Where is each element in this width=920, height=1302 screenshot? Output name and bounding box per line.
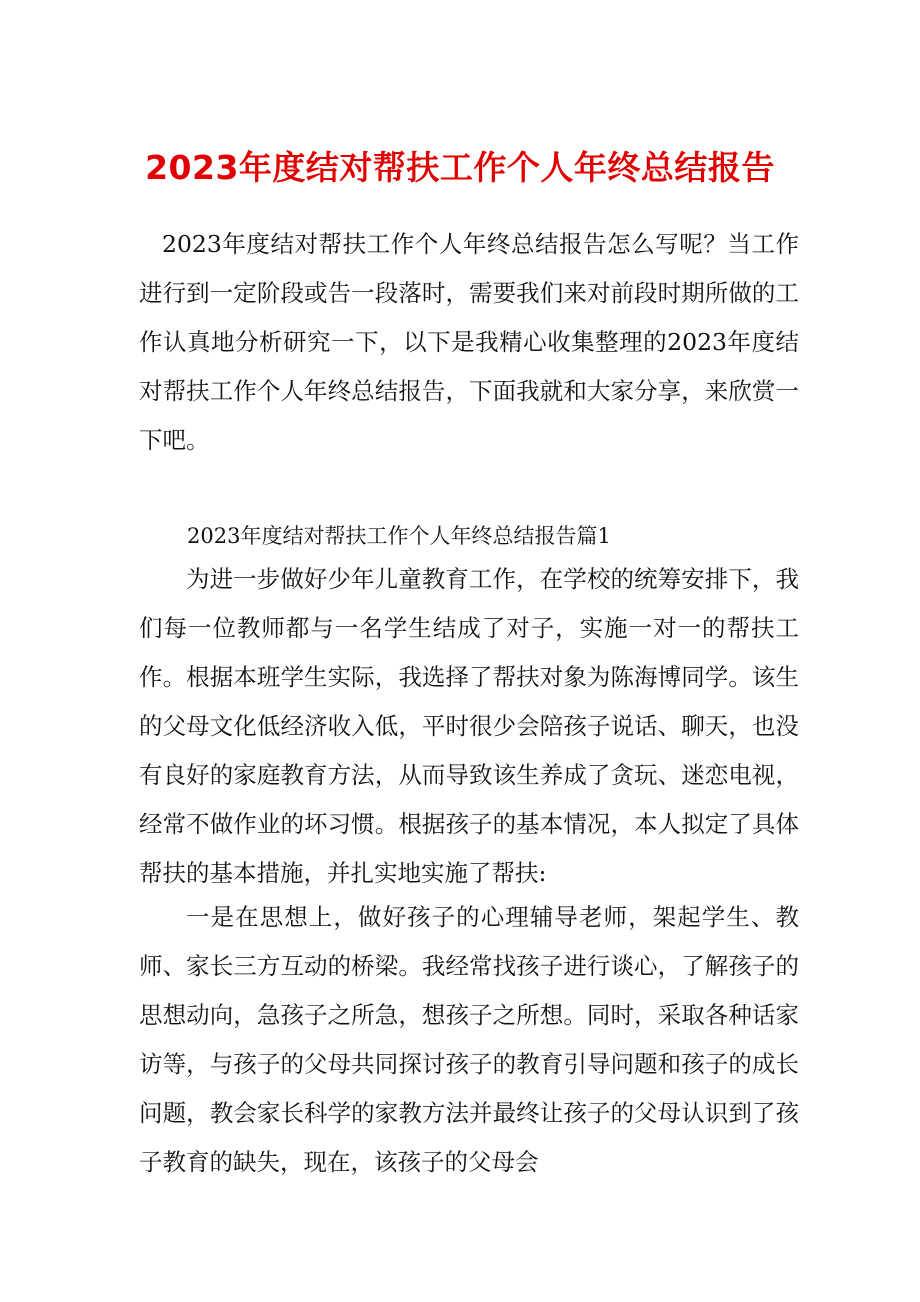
section-heading: 2023年度结对帮扶工作个人年终总结报告篇1 xyxy=(187,524,611,548)
body-paragraph: 为进一步做好少年儿童教育工作，在学校的统筹安排下，我们每一位教师都与一名学生结成了对子，实施一对一的帮扶工作。根据本班学生实际，我选择了帮扶对象为陈海博同学。该生的父母文化低经济收入低，平时很少会陪孩子说话、聊天，也没有良好的家庭教育方法，从而导致该生养成了贪玩、迷恋电视，经常不做作业的坏习惯。根据孩子的基本情况，本人拟定了具体帮扶的基本措施，并扎实地实施了帮扶: xyxy=(139,565,799,887)
body-paragraph: 一是在思想上，做好孩子的心理辅导老师，架起学生、教师、家长三方互动的桥梁。我经常找孩子进行谈心，了解孩子的思想动向，急孩子之所急，想孩子之所想。同时，采取各种话家访等，与孩子的父母共同探讨孩子的教育引导问题和孩子的成长问题，教会家长科学的家教方法并最终让孩子的父母认识到了孩子教育的缺失，现在，该孩子的父母会 xyxy=(139,903,799,1176)
intro-paragraph: 2023年度结对帮扶工作个人年终总结报告怎么写呢？当工作进行到一定阶段或告一段落时，需要我们来对前段时期所做的工作认真地分析研究一下，以下是我精心收集整理的2023年度结对帮扶工作个人年终总结报告，下面我就和大家分享，来欣赏一下吧。 xyxy=(139,230,799,454)
document-title: 2023年度结对帮扶工作个人年终总结报告 xyxy=(145,148,775,187)
